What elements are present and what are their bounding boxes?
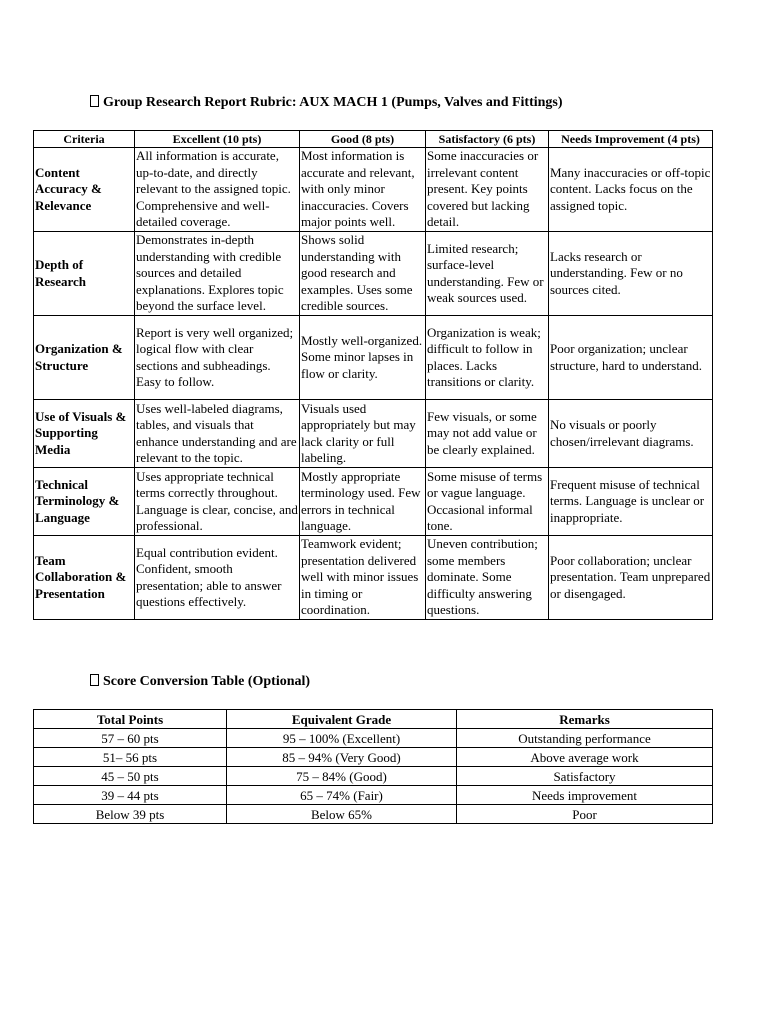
grade-cell: 95 – 100% (Excellent) (227, 729, 457, 748)
table-row (34, 805, 713, 824)
table-row (34, 536, 713, 620)
table-row (34, 316, 713, 400)
header-total-points: Total Points (34, 710, 227, 729)
remarks-cell: Above average work (457, 748, 713, 767)
excellent-cell: Uses well-labeled diagrams, tables, and visuals that enhance understanding and are relevant to the topic. (135, 400, 300, 468)
remarks-cell: Poor (457, 805, 713, 824)
header-excellent: Excellent (10 pts) (135, 131, 300, 148)
criteria-cell: Content Accuracy & Relevance (34, 148, 135, 232)
excellent-cell: Equal contribution evident. Confident, smooth presentation; able to answer questions effectively. (135, 536, 300, 620)
points-cell: 57 – 60 pts (34, 729, 227, 748)
needs-improvement-cell: Many inaccuracies or off-topic content. Lacks focus on the assigned topic. (549, 148, 713, 232)
good-cell: Teamwork evident; presentation delivered well with minor issues in timing or coordination. (300, 536, 426, 620)
satisfactory-cell: Limited research; surface-level understanding. Few or weak sources used. (426, 232, 549, 316)
header-satisfactory: Satisfactory (6 pts) (426, 131, 549, 148)
remarks-cell: Outstanding performance (457, 729, 713, 748)
excellent-cell: Demonstrates in-depth understanding with credible sources and detailed explanations. Explores topic beyond the surface level. (135, 232, 300, 316)
rubric-heading (90, 94, 563, 112)
header-needs-improvement: Needs Improvement (4 pts) (549, 131, 713, 148)
conversion-header-row (34, 710, 713, 729)
placeholder-box-icon (90, 95, 99, 107)
table-row (34, 468, 713, 536)
good-cell: Visuals used appropriately but may lack clarity or full labeling. (300, 400, 426, 468)
satisfactory-cell: Some inaccuracies or irrelevant content present. Key points covered but lacking detail. (426, 148, 549, 232)
table-row (34, 786, 713, 805)
grade-cell: Below 65% (227, 805, 457, 824)
satisfactory-cell: Some misuse of terms or vague language. Occasional informal tone. (426, 468, 549, 536)
score-conversion-table (33, 709, 713, 824)
points-cell: Below 39 pts (34, 805, 227, 824)
points-cell: 45 – 50 pts (34, 767, 227, 786)
table-row (34, 148, 713, 232)
good-cell: Mostly well-organized. Some minor lapses in flow or clarity. (300, 316, 426, 400)
needs-improvement-cell: Poor organization; unclear structure, hard to understand. (549, 316, 713, 400)
rubric-title: Group Research Report Rubric: AUX MACH 1 (Pumps, Valves and Fittings) (103, 95, 563, 110)
criteria-cell: Team Collaboration & Presentation (34, 536, 135, 620)
points-cell: 39 – 44 pts (34, 786, 227, 805)
rubric-table (33, 130, 713, 620)
good-cell: Shows solid understanding with good research and examples. Uses some credible sources. (300, 232, 426, 316)
criteria-cell: Use of Visuals & Supporting Media (34, 400, 135, 468)
header-remarks: Remarks (457, 710, 713, 729)
criteria-cell: Technical Terminology & Language (34, 468, 135, 536)
header-criteria: Criteria (34, 131, 135, 148)
table-row (34, 729, 713, 748)
excellent-cell: All information is accurate, up-to-date, and directly relevant to the assigned topic. Comprehensive and well-detailed coverage. (135, 148, 300, 232)
needs-improvement-cell: Frequent misuse of technical terms. Language is unclear or inappropriate. (549, 468, 713, 536)
good-cell: Most information is accurate and relevant, with only minor inaccuracies. Covers major points well. (300, 148, 426, 232)
rubric-header-row (34, 131, 713, 148)
conversion-title: Score Conversion Table (Optional) (103, 674, 311, 689)
table-row (34, 400, 713, 468)
needs-improvement-cell: Poor collaboration; unclear presentation. Team unprepared or disengaged. (549, 536, 713, 620)
excellent-cell: Report is very well organized; logical flow with clear sections and subheadings. Easy to follow. (135, 316, 300, 400)
table-row (34, 767, 713, 786)
grade-cell: 65 – 74% (Fair) (227, 786, 457, 805)
criteria-cell: Depth of Research (34, 232, 135, 316)
needs-improvement-cell: No visuals or poorly chosen/irrelevant diagrams. (549, 400, 713, 468)
conversion-heading (90, 673, 310, 691)
criteria-cell: Organization & Structure (34, 316, 135, 400)
satisfactory-cell: Few visuals, or some may not add value or be clearly explained. (426, 400, 549, 468)
excellent-cell: Uses appropriate technical terms correctly throughout. Language is clear, concise, and professional. (135, 468, 300, 536)
placeholder-box-icon (90, 674, 99, 686)
needs-improvement-cell: Lacks research or understanding. Few or no sources cited. (549, 232, 713, 316)
remarks-cell: Satisfactory (457, 767, 713, 786)
header-equivalent-grade: Equivalent Grade (227, 710, 457, 729)
header-good: Good (8 pts) (300, 131, 426, 148)
grade-cell: 85 – 94% (Very Good) (227, 748, 457, 767)
table-row (34, 232, 713, 316)
satisfactory-cell: Organization is weak; difficult to follow in places. Lacks transitions or clarity. (426, 316, 549, 400)
points-cell: 51– 56 pts (34, 748, 227, 767)
table-row (34, 748, 713, 767)
satisfactory-cell: Uneven contribution; some members dominate. Some difficulty answering questions. (426, 536, 549, 620)
good-cell: Mostly appropriate terminology used. Few errors in technical language. (300, 468, 426, 536)
remarks-cell: Needs improvement (457, 786, 713, 805)
grade-cell: 75 – 84% (Good) (227, 767, 457, 786)
